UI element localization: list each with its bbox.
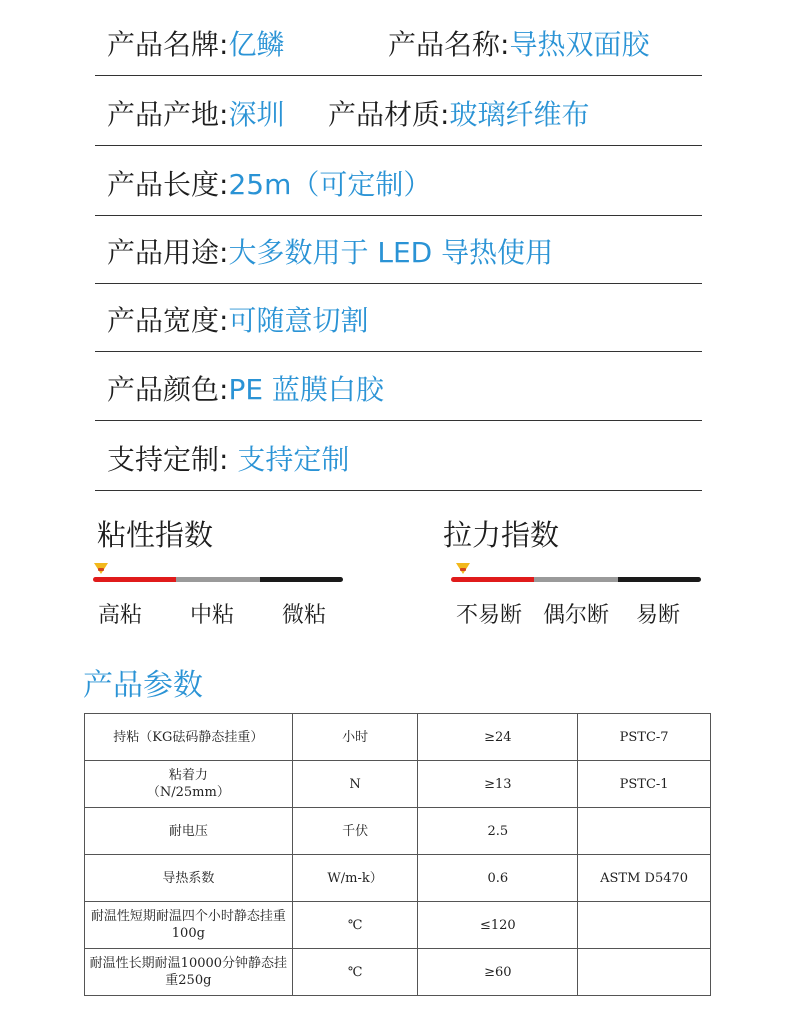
spec-value: 导热双面胶 — [509, 28, 650, 61]
spec-length — [107, 163, 431, 203]
param-value: 2.5 — [418, 808, 578, 855]
spec-value: 大多数用于 LED 导热使用 — [228, 236, 554, 269]
spec-value: 玻璃纤维布 — [449, 98, 590, 131]
param-name: 耐温性短期耐温四个小时静态挂重100g — [85, 902, 293, 949]
meter-segment-occasional — [534, 577, 617, 582]
param-name: 导热系数 — [85, 855, 293, 902]
table-row — [85, 808, 711, 855]
table-row — [85, 714, 711, 761]
param-unit: N — [292, 761, 418, 808]
meter-segment-high — [93, 577, 176, 582]
param-unit: ℃ — [292, 902, 418, 949]
param-value: ≤120 — [418, 902, 578, 949]
spec-row-length — [95, 145, 702, 216]
spec-value: 25m（可定制） — [228, 168, 432, 201]
spec-value: 深圳 — [228, 98, 285, 131]
spec-value: 可随意切割 — [228, 304, 369, 337]
param-value: ≥60 — [418, 949, 578, 996]
tensile-pointer-icon — [456, 563, 470, 574]
adhesion-label-low: 微粘 — [282, 603, 327, 628]
adhesion-pointer-icon — [94, 563, 108, 574]
spec-row-width — [95, 281, 702, 352]
spec-label: 产品名称: — [388, 28, 510, 61]
spec-origin — [107, 93, 284, 133]
spec-label: 产品产地: — [107, 98, 229, 131]
param-standard — [578, 808, 711, 855]
meter-segment-weak — [618, 577, 701, 582]
spec-usage — [107, 231, 553, 271]
spec-label: 产品长度: — [107, 168, 229, 201]
tensile-meter-bar — [451, 577, 701, 582]
adhesion-label-medium: 中粘 — [190, 603, 235, 628]
spec-product-name — [388, 23, 649, 63]
param-unit: ℃ — [292, 949, 418, 996]
param-name: 持粘（KG砝码静态挂重） — [85, 714, 293, 761]
spec-brand — [107, 23, 284, 63]
param-standard — [578, 902, 711, 949]
param-unit: W/m-k） — [292, 855, 418, 902]
param-unit: 千伏 — [292, 808, 418, 855]
spec-width — [107, 299, 368, 339]
param-standard: ASTM D5470 — [578, 855, 711, 902]
param-value: ≥13 — [418, 761, 578, 808]
param-value: ≥24 — [418, 714, 578, 761]
spec-label: 产品宽度: — [107, 304, 229, 337]
param-unit: 小时 — [292, 714, 418, 761]
spec-row-origin-material — [95, 75, 702, 146]
adhesion-label-high: 高粘 — [98, 603, 143, 628]
param-name: 耐温性长期耐温10000分钟静态挂重250g — [85, 949, 293, 996]
spec-row-usage — [95, 213, 702, 284]
meter-segment-low — [260, 577, 343, 582]
spec-color — [107, 368, 384, 408]
param-standard — [578, 949, 711, 996]
params-section-title: 产品参数 — [83, 668, 203, 703]
tensile-meter-title: 拉力指数 — [443, 518, 560, 552]
spec-label: 产品用途: — [107, 236, 229, 269]
spec-row-brand-name — [95, 5, 702, 76]
table-row — [85, 855, 711, 902]
meter-segment-strong — [451, 577, 534, 582]
table-row — [85, 761, 711, 808]
spec-label: 支持定制: — [107, 443, 229, 476]
adhesion-meter-title: 粘性指数 — [97, 518, 214, 552]
spec-value: PE 蓝膜白胶 — [228, 373, 384, 406]
param-name: 耐电压 — [85, 808, 293, 855]
spec-row-color — [95, 350, 702, 421]
spec-value: 亿鳞 — [228, 28, 285, 61]
param-name: 粘着力 （N/25mm） — [85, 761, 293, 808]
spec-value: 支持定制 — [228, 443, 350, 476]
spec-label: 产品颜色: — [107, 373, 229, 406]
param-value: 0.6 — [418, 855, 578, 902]
param-standard: PSTC-7 — [578, 714, 711, 761]
spec-material — [328, 93, 589, 133]
spec-label: 产品材质: — [328, 98, 450, 131]
tensile-label-occasional: 偶尔断 — [543, 603, 610, 628]
adhesion-meter-bar — [93, 577, 343, 582]
tensile-label-strong: 不易断 — [456, 603, 523, 628]
spec-row-customization — [95, 420, 702, 491]
params-table — [84, 713, 711, 996]
spec-label: 产品名牌: — [107, 28, 229, 61]
spec-customization — [107, 438, 349, 478]
meter-segment-medium — [176, 577, 259, 582]
param-standard: PSTC-1 — [578, 761, 711, 808]
table-row — [85, 949, 711, 996]
table-row — [85, 902, 711, 949]
tensile-label-weak: 易断 — [636, 603, 681, 628]
